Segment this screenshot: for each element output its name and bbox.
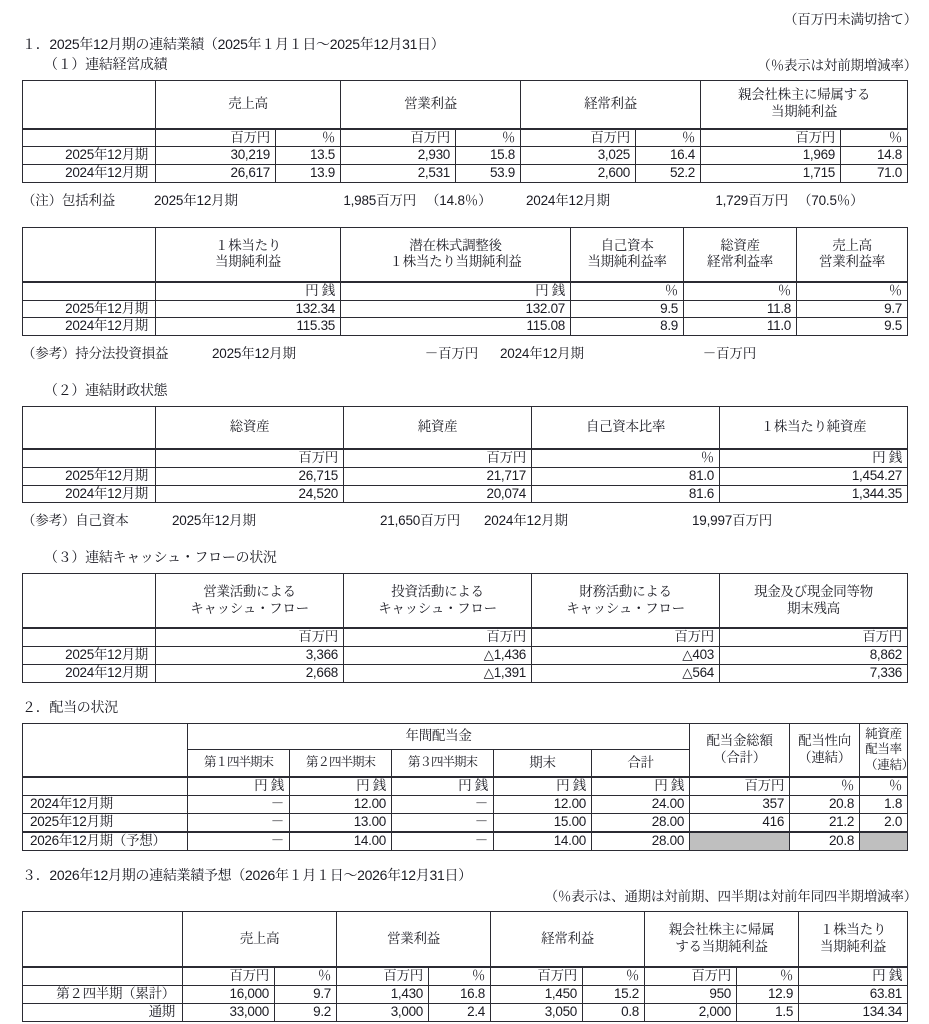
dividend-row1-c7: 2.0 bbox=[860, 814, 908, 832]
table1-unit-c1: 百万円 bbox=[156, 129, 276, 147]
table3-row0-c0: 26,715 bbox=[156, 467, 344, 485]
table-row bbox=[23, 318, 908, 336]
table2-header-roe: 自己資本 当期純利益率 bbox=[571, 228, 684, 282]
table3-row1-label: 2024年12月期 bbox=[23, 485, 156, 503]
table2-unit-c4: ％ bbox=[684, 282, 797, 300]
dividend-row1-c0: － bbox=[188, 814, 290, 832]
table1-header-opincome: 営業利益 bbox=[341, 81, 521, 129]
forecast-row1-c2: 3,000 bbox=[337, 1004, 429, 1022]
shareholders-equity-p1-period: 2025年12月期 bbox=[172, 513, 256, 529]
table3-header-net-assets: 純資産 bbox=[344, 407, 532, 449]
table4-row1-c2: △564 bbox=[532, 664, 720, 682]
table4-unit-c2: 百万円 bbox=[344, 628, 532, 646]
equity-method-p2-value: －百万円 bbox=[702, 346, 756, 362]
table1-unit-c3: 百万円 bbox=[341, 129, 456, 147]
table1-unit-c6: ％ bbox=[636, 129, 701, 147]
comprehensive-income-label: （注）包括利益 bbox=[22, 193, 116, 209]
dividend-header-q2: 第２四半期末 bbox=[290, 749, 392, 777]
table1-row1-c3: 53.9 bbox=[456, 165, 521, 183]
table3-unit-c2: 百万円 bbox=[344, 449, 532, 467]
forecast-unit-c6: ％ bbox=[583, 967, 645, 985]
forecast-row1-c0: 33,000 bbox=[183, 1004, 275, 1022]
forecast-header-eps: １株当たり 当期純利益 bbox=[799, 911, 908, 967]
table1-row0-c3: 15.8 bbox=[456, 147, 521, 165]
forecast-row0-c7: 12.9 bbox=[737, 986, 799, 1004]
forecast-header-ordincome: 経常利益 bbox=[491, 911, 645, 967]
section1-sub1-note: （％表示は対前期増減率） bbox=[757, 58, 917, 73]
table2-row1-c2: 8.9 bbox=[571, 318, 684, 336]
section3-note: （％表示は、通期は対前期、四半期は対前年同四半期増減率） bbox=[544, 888, 917, 904]
equity-method-p1-period: 2025年12月期 bbox=[212, 346, 296, 362]
dividend-row1-c2: － bbox=[392, 814, 494, 832]
table2-row1-c4: 9.5 bbox=[797, 318, 908, 336]
table2-unit-c1: 円 銭 bbox=[156, 282, 341, 300]
table2-header-opmargin: 売上高 営業利益率 bbox=[797, 228, 908, 282]
table2-header-roa: 総資産 経常利益率 bbox=[684, 228, 797, 282]
table1-row0-label: 2025年12月期 bbox=[23, 147, 156, 165]
table1-unit-c5: 百万円 bbox=[521, 129, 636, 147]
table4-row1-c0: 2,668 bbox=[156, 664, 344, 682]
shareholders-equity-note bbox=[0, 509, 929, 529]
table2-row0-c1: 132.07 bbox=[341, 300, 571, 318]
table1-row1-c0: 26,617 bbox=[156, 165, 276, 183]
table3-row0-c1: 21,717 bbox=[344, 467, 532, 485]
table2-row0-c0: 132.34 bbox=[156, 300, 341, 318]
dividend-unit-row bbox=[23, 777, 908, 795]
comprehensive-income-p2-pct: （70.5％） bbox=[798, 193, 864, 209]
forecast-row0-c0: 16,000 bbox=[183, 986, 275, 1004]
table2-row1-c0: 115.35 bbox=[156, 318, 341, 336]
table4-row0-label: 2025年12月期 bbox=[23, 646, 156, 664]
table3-row0-label: 2025年12月期 bbox=[23, 467, 156, 485]
dividend-row0-c1: 12.00 bbox=[290, 796, 392, 814]
forecast-row0-c3: 16.8 bbox=[429, 986, 491, 1004]
table2-row1-c3: 11.0 bbox=[684, 318, 797, 336]
table1-row0-c6: 1,969 bbox=[701, 147, 841, 165]
dividend-row2-c5 bbox=[690, 832, 790, 850]
table2-row1-label: 2024年12月期 bbox=[23, 318, 156, 336]
table4-unit-row bbox=[23, 628, 908, 646]
table-row bbox=[23, 485, 908, 503]
forecast-row1-c1: 9.2 bbox=[275, 1004, 337, 1022]
table4-unit-blank bbox=[23, 628, 156, 646]
dividend-row1-label: 2025年12月期 bbox=[23, 814, 188, 832]
per-share-indicators-table bbox=[22, 227, 908, 336]
table-row bbox=[23, 147, 908, 165]
forecast-unit-c4: ％ bbox=[429, 967, 491, 985]
table-row bbox=[23, 796, 908, 814]
cash-flow-table bbox=[22, 573, 908, 682]
table4-header-row bbox=[23, 574, 908, 628]
table2-header-eps: １株当たり 当期純利益 bbox=[156, 228, 341, 282]
dividend-unit-c6: ％ bbox=[790, 777, 860, 795]
dividend-row2-c6: 20.8 bbox=[790, 832, 860, 850]
table4-corner-cell bbox=[23, 574, 156, 628]
table1-row1-c4: 2,600 bbox=[521, 165, 636, 183]
dividend-row2-label: 2026年12月期（予想） bbox=[23, 832, 188, 850]
table4-row1-label: 2024年12月期 bbox=[23, 664, 156, 682]
forecast-corner-cell bbox=[23, 911, 183, 967]
equity-method-label: （参考）持分法投資損益 bbox=[22, 346, 169, 362]
forecast-row1-c5: 0.8 bbox=[583, 1004, 645, 1022]
table3-row1-c3: 1,344.35 bbox=[720, 485, 908, 503]
forecast-unit-c2: ％ bbox=[275, 967, 337, 985]
table1-row1-c6: 1,715 bbox=[701, 165, 841, 183]
table3-row1-c1: 20,074 bbox=[344, 485, 532, 503]
table1-header-row bbox=[23, 81, 908, 129]
table1-unit-c4: ％ bbox=[456, 129, 521, 147]
table1-row0-c0: 30,219 bbox=[156, 147, 276, 165]
dividend-corner-cell bbox=[23, 723, 188, 777]
table2-unit-row bbox=[23, 282, 908, 300]
equity-method-p1-value: －百万円 bbox=[424, 346, 478, 362]
forecast-header-opincome: 営業利益 bbox=[337, 911, 491, 967]
table4-unit-c3: 百万円 bbox=[532, 628, 720, 646]
forecast-row0-c2: 1,430 bbox=[337, 986, 429, 1004]
dividend-row0-c4: 24.00 bbox=[592, 796, 690, 814]
table4-row1-c1: △1,391 bbox=[344, 664, 532, 682]
table1-row1-c1: 13.9 bbox=[276, 165, 341, 183]
forecast-row0-c4: 1,450 bbox=[491, 986, 583, 1004]
table1-unit-c2: ％ bbox=[276, 129, 341, 147]
table4-row0-c0: 3,366 bbox=[156, 646, 344, 664]
dividend-header-total-amount: 配当金総額 （合計） bbox=[690, 723, 790, 777]
consolidated-results-table bbox=[22, 80, 908, 183]
table4-unit-c1: 百万円 bbox=[156, 628, 344, 646]
table1-row1-c2: 2,531 bbox=[341, 165, 456, 183]
dividend-unit-c5: 百万円 bbox=[690, 777, 790, 795]
dividend-row2-c4: 28.00 bbox=[592, 832, 690, 850]
table3-header-row bbox=[23, 407, 908, 449]
table1-unit-c8: ％ bbox=[841, 129, 908, 147]
table1-row1-label: 2024年12月期 bbox=[23, 165, 156, 183]
table2-unit-blank bbox=[23, 282, 156, 300]
table-row bbox=[23, 1004, 908, 1022]
equity-method-p2-period: 2024年12月期 bbox=[500, 346, 584, 362]
dividend-table bbox=[22, 723, 914, 851]
table4-row0-c2: △403 bbox=[532, 646, 720, 664]
dividend-unit-blank bbox=[23, 777, 188, 795]
table3-unit-c4: 円 銭 bbox=[720, 449, 908, 467]
table1-row1-c7: 71.0 bbox=[841, 165, 908, 183]
table2-unit-c3: ％ bbox=[571, 282, 684, 300]
shareholders-equity-p2-period: 2024年12月期 bbox=[484, 513, 568, 529]
dividend-row0-c3: 12.00 bbox=[494, 796, 592, 814]
forecast-row1-c3: 2.4 bbox=[429, 1004, 491, 1022]
table2-corner-cell bbox=[23, 228, 156, 282]
table-row bbox=[23, 646, 908, 664]
forecast-row0-c1: 9.7 bbox=[275, 986, 337, 1004]
table2-header-row bbox=[23, 228, 908, 282]
comprehensive-income-p1-pct: （14.8％） bbox=[426, 193, 492, 209]
forecast-header-netincome: 親会社株主に帰属 する当期純利益 bbox=[645, 911, 799, 967]
forecast-row1-c8: 134.34 bbox=[799, 1004, 908, 1022]
dividend-row0-c2: － bbox=[392, 796, 494, 814]
dividend-unit-c7: ％ bbox=[860, 777, 908, 795]
table3-header-bps: １株当たり純資産 bbox=[720, 407, 908, 449]
forecast-unit-row bbox=[23, 967, 908, 985]
forecast-unit-c1: 百万円 bbox=[183, 967, 275, 985]
table2-row1-c1: 115.08 bbox=[341, 318, 571, 336]
table-row bbox=[23, 986, 908, 1004]
dividend-row2-c1: 14.00 bbox=[290, 832, 392, 850]
table2-row0-label: 2025年12月期 bbox=[23, 300, 156, 318]
table3-unit-row bbox=[23, 449, 908, 467]
table1-unit-blank bbox=[23, 129, 156, 147]
table3-header-total-assets: 総資産 bbox=[156, 407, 344, 449]
dividend-header-q1: 第１四半期末 bbox=[188, 749, 290, 777]
dividend-row1-c5: 416 bbox=[690, 814, 790, 832]
table3-unit-blank bbox=[23, 449, 156, 467]
dividend-row1-c3: 15.00 bbox=[494, 814, 592, 832]
table3-row1-c0: 24,520 bbox=[156, 485, 344, 503]
table1-header-netincome: 親会社株主に帰属する 当期純利益 bbox=[701, 81, 908, 129]
forecast-header-row bbox=[23, 911, 908, 967]
comprehensive-income-p1-value: 1,985百万円 bbox=[343, 193, 416, 209]
dividend-header-payout-ratio: 配当性向 （連結） bbox=[790, 723, 860, 777]
forecast-unit-c5: 百万円 bbox=[491, 967, 583, 985]
table1-unit-c7: 百万円 bbox=[701, 129, 841, 147]
table3-row1-c2: 81.6 bbox=[532, 485, 720, 503]
comprehensive-income-p2-value: 1,729百万円 bbox=[715, 193, 788, 209]
section2-heading: ２．配当の状況 bbox=[22, 698, 118, 715]
table3-unit-c1: 百万円 bbox=[156, 449, 344, 467]
table2-header-diluted-eps: 潜在株式調整後 １株当たり当期純利益 bbox=[341, 228, 571, 282]
forecast-row1-c7: 1.5 bbox=[737, 1004, 799, 1022]
table2-row0-c4: 9.7 bbox=[797, 300, 908, 318]
dividend-unit-c3: 円 銭 bbox=[494, 777, 592, 795]
table4-row0-c3: 8,862 bbox=[720, 646, 908, 664]
forecast-row0-label: 第２四半期（累計） bbox=[23, 986, 183, 1004]
table1-corner-cell bbox=[23, 81, 156, 129]
dividend-row1-c4: 28.00 bbox=[592, 814, 690, 832]
table2-row0-c3: 11.8 bbox=[684, 300, 797, 318]
dividend-row0-label: 2024年12月期 bbox=[23, 796, 188, 814]
forecast-header-netsales: 売上高 bbox=[183, 911, 337, 967]
section1-heading: １．2025年12月期の連結業績（2025年１月１日～2025年12月31日） bbox=[22, 36, 445, 52]
dividend-row2-c7 bbox=[860, 832, 908, 850]
table3-row0-c2: 81.0 bbox=[532, 467, 720, 485]
forecast-row1-c4: 3,050 bbox=[491, 1004, 583, 1022]
section1-sub3-heading: （３）連結キャッシュ・フローの状況 bbox=[44, 549, 277, 566]
dividend-header-dividend-on-equity: 純資産 配当率 （連結） bbox=[860, 723, 908, 777]
section1-sub1-heading: （１）連結経営成績 bbox=[44, 56, 168, 72]
forecast-row0-c5: 15.2 bbox=[583, 986, 645, 1004]
dividend-header-total: 合計 bbox=[592, 749, 690, 777]
forecast-unit-c8: ％ bbox=[737, 967, 799, 985]
dividend-row1-c6: 21.2 bbox=[790, 814, 860, 832]
dividend-unit-c1: 円 銭 bbox=[290, 777, 392, 795]
table1-header-ordincome: 経常利益 bbox=[521, 81, 701, 129]
forecast-row1-c6: 2,000 bbox=[645, 1004, 737, 1022]
table4-row1-c3: 7,336 bbox=[720, 664, 908, 682]
dividend-header-row-1 bbox=[23, 723, 908, 749]
equity-method-note bbox=[0, 342, 929, 362]
table3-unit-c3: ％ bbox=[532, 449, 720, 467]
table2-unit-c5: ％ bbox=[797, 282, 908, 300]
dividend-row2-c2: － bbox=[392, 832, 494, 850]
comprehensive-income-p1-period: 2025年12月期 bbox=[154, 193, 238, 209]
comprehensive-income-note bbox=[0, 189, 929, 209]
table1-row0-c2: 2,930 bbox=[341, 147, 456, 165]
table2-row0-c2: 9.5 bbox=[571, 300, 684, 318]
dividend-group-header: 年間配当金 bbox=[188, 723, 690, 749]
forecast-unit-c3: 百万円 bbox=[337, 967, 429, 985]
dividend-row2-c0: － bbox=[188, 832, 290, 850]
table4-unit-c4: 百万円 bbox=[720, 628, 908, 646]
table4-row0-c1: △1,436 bbox=[344, 646, 532, 664]
shareholders-equity-p2-value: 19,997百万円 bbox=[692, 513, 772, 529]
dividend-header-q3: 第３四半期末 bbox=[392, 749, 494, 777]
dividend-row0-c7: 1.8 bbox=[860, 796, 908, 814]
dividend-row0-c5: 357 bbox=[690, 796, 790, 814]
forecast-table bbox=[22, 911, 908, 1022]
table1-row0-c7: 14.8 bbox=[841, 147, 908, 165]
forecast-row0-c8: 63.81 bbox=[799, 986, 908, 1004]
dividend-row0-c0: － bbox=[188, 796, 290, 814]
section3-heading: ３．2026年12月期の連結業績予想（2026年１月１日～2026年12月31日） bbox=[22, 866, 472, 883]
dividend-unit-c2: 円 銭 bbox=[392, 777, 494, 795]
table4-header-financing-cf: 財務活動による キャッシュ・フロー bbox=[532, 574, 720, 628]
table-row bbox=[23, 467, 908, 485]
table1-row0-c1: 13.5 bbox=[276, 147, 341, 165]
table-row bbox=[23, 165, 908, 183]
table-row bbox=[23, 300, 908, 318]
table1-row0-c4: 3,025 bbox=[521, 147, 636, 165]
financial-position-table bbox=[22, 406, 908, 503]
dividend-unit-c0: 円 銭 bbox=[188, 777, 290, 795]
table3-header-equity-ratio: 自己資本比率 bbox=[532, 407, 720, 449]
dividend-row1-c1: 13.00 bbox=[290, 814, 392, 832]
dividend-row0-c6: 20.8 bbox=[790, 796, 860, 814]
table-row bbox=[23, 814, 908, 832]
comprehensive-income-p2-period: 2024年12月期 bbox=[526, 193, 610, 209]
unit-note: （百万円未満切捨て） bbox=[784, 12, 917, 27]
table2-unit-c2: 円 銭 bbox=[341, 282, 571, 300]
table-row bbox=[23, 832, 908, 850]
forecast-row0-c6: 950 bbox=[645, 986, 737, 1004]
table-row bbox=[23, 664, 908, 682]
table1-unit-row bbox=[23, 129, 908, 147]
shareholders-equity-label: （参考）自己資本 bbox=[22, 513, 129, 529]
table1-row1-c5: 52.2 bbox=[636, 165, 701, 183]
table1-row0-c5: 16.4 bbox=[636, 147, 701, 165]
dividend-header-year-end: 期末 bbox=[494, 749, 592, 777]
forecast-unit-c7: 百万円 bbox=[645, 967, 737, 985]
table3-row0-c3: 1,454.27 bbox=[720, 467, 908, 485]
dividend-unit-c4: 円 銭 bbox=[592, 777, 690, 795]
section1-sub2-heading: （２）連結財政状態 bbox=[44, 382, 168, 399]
dividend-row2-c3: 14.00 bbox=[494, 832, 592, 850]
table1-header-netsales: 売上高 bbox=[156, 81, 341, 129]
table4-header-investing-cf: 投資活動による キャッシュ・フロー bbox=[344, 574, 532, 628]
forecast-unit-c9: 円 銭 bbox=[799, 967, 908, 985]
forecast-row1-label: 通期 bbox=[23, 1004, 183, 1022]
table3-corner-cell bbox=[23, 407, 156, 449]
table4-header-operating-cf: 営業活動による キャッシュ・フロー bbox=[156, 574, 344, 628]
forecast-unit-blank bbox=[23, 967, 183, 985]
shareholders-equity-p1-value: 21,650百万円 bbox=[380, 513, 460, 529]
table4-header-cash-equivalents: 現金及び現金同等物 期末残高 bbox=[720, 574, 908, 628]
